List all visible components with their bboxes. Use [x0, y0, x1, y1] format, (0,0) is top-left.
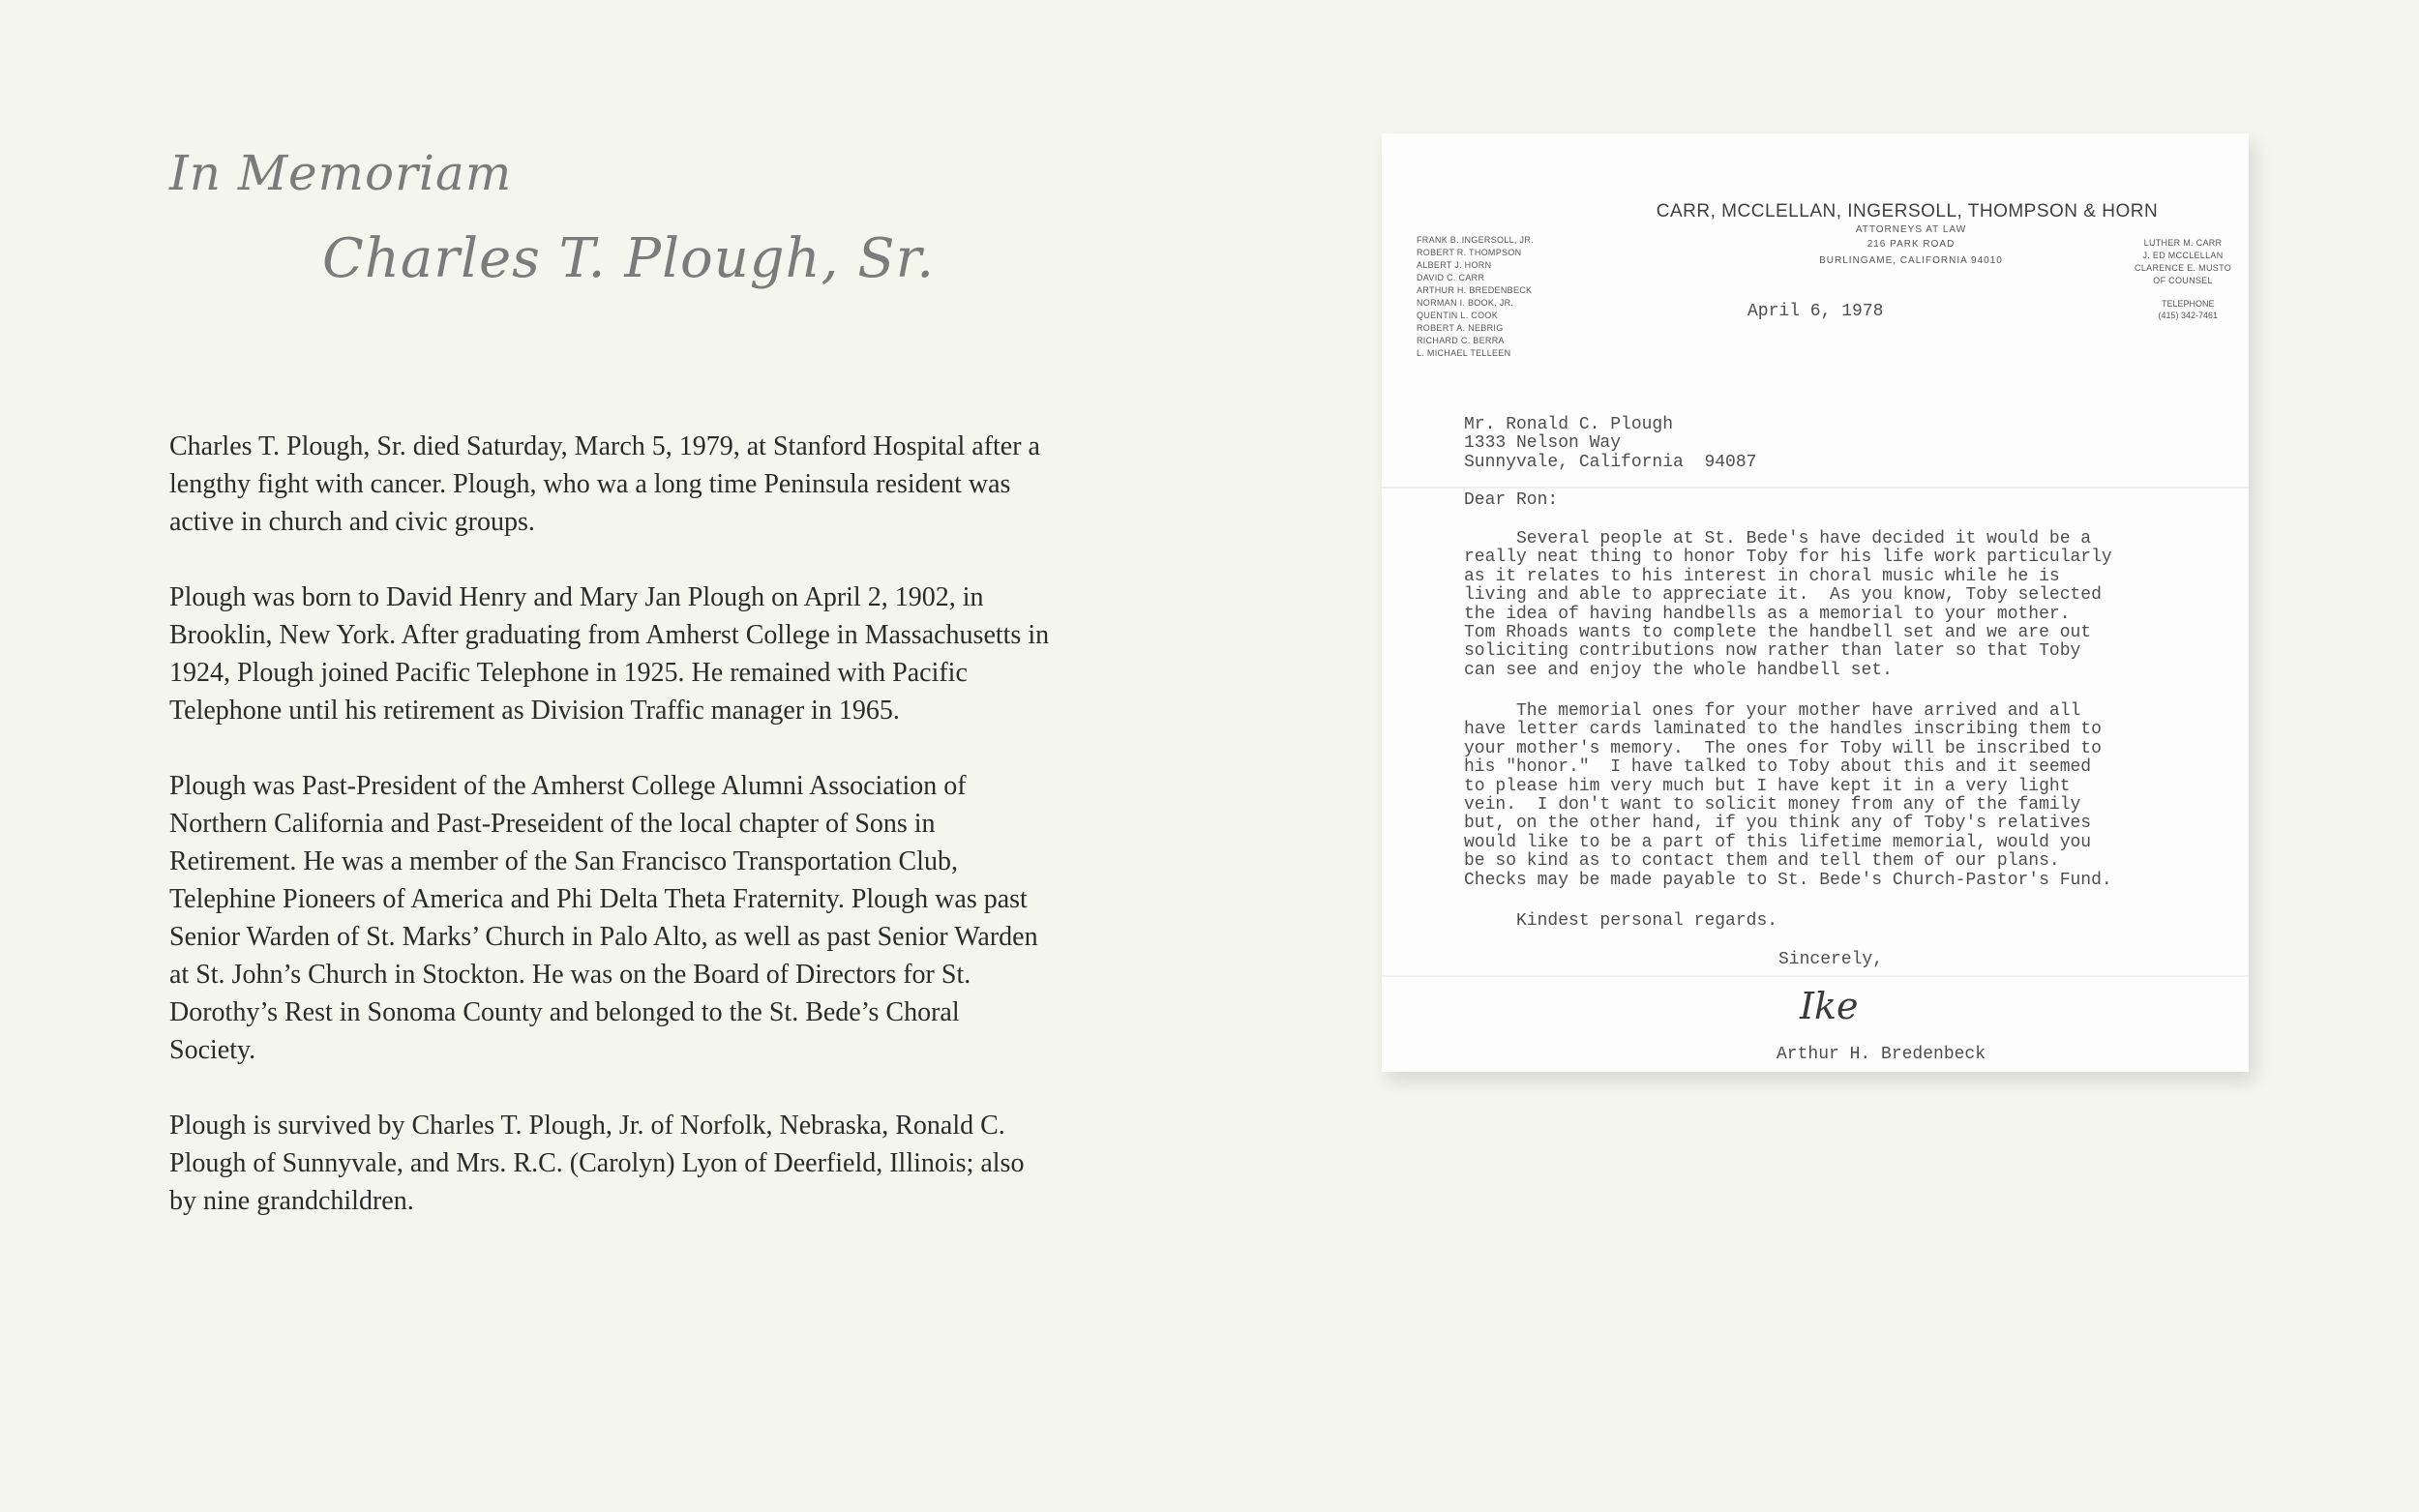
- letter-paragraph-2: The memorial ones for your mother have arrived and all have letter cards laminated to the handles inscribing them to your mother's memory. The ones for Toby will be inscribed to his "honor." I have talked to Toby about this and it seemed to please him very much but I have kept it in a very light vein. I don't want to solicit money from any of the family but, on the other hand, if you think any of Toby's relatives would like to be a part of this lifetime memorial, would you be so kind as to contact them and tell them of our plans. Checks may be made payable to St. Bede's Church-Pastor's Fund.: [1464, 701, 2112, 890]
- letterhead-partners-right: LUTHER M. CARR J. ED MCCLELLAN CLARENCE E. MUSTO OF COUNSEL: [2135, 238, 2231, 285]
- letter-closing: Kindest personal regards.: [1464, 911, 1778, 931]
- obituary-paragraph: Plough is survived by Charles T. Plough, Jr. of Norfolk, Nebraska, Ronald C. Plough of Sunnyvale, and Mrs. R.C. (Carolyn) Lyon of Deerfield, Illinois; also by nine grandchildren.: [169, 1111, 1025, 1216]
- letter-salutation: Dear Ron:: [1464, 490, 1559, 510]
- letterhead-street: 216 PARK ROAD: [1867, 239, 1956, 250]
- letterhead-partners-left: FRANK B. INGERSOLL, JR. ROBERT R. THOMPSON ALBERT J. HORN DAVID C. CARR ARTHUR H. BREDENBECK NORMAN I. BOOK, JR. QUENTIN L. COOK ROBERT A. NEBRIG RICHARD C. BERRA L. MICHAEL TELLEEN: [1417, 235, 1534, 358]
- paper-fold: [1382, 975, 2249, 977]
- obituary-paragraph: Charles T. Plough, Sr. died Saturday, March 5, 1979, at Stanford Hospital after a lengthy fight with cancer. Plough, who wa a long time Peninsula resident was active in church and civic groups.: [169, 431, 1040, 537]
- handwritten-signature: Ike: [1800, 985, 1859, 1027]
- obituary-text: [169, 428, 1050, 1258]
- letter-paragraph-1: Several people at St. Bede's have decided it would be a really neat thing to honor Toby for his life work particularly as it relates to his interest in choral music while he is living and able to appreciate it. As you know, Toby selected the idea of having handbells as a memorial to your mother. Tom Rhoads wants to complete the handbell set and we are out soliciting contributions now rather than later so that Toby can see and enjoy the whole handbell set.: [1464, 529, 2112, 680]
- letter-image: [1382, 133, 2249, 1072]
- letter-address: Mr. Ronald C. Plough 1333 Nelson Way Sunnyvale, California 94087: [1464, 415, 1757, 472]
- memoriam-title: In Memoriam: [169, 145, 513, 201]
- paper-fold: [1382, 487, 2249, 489]
- obituary-paragraph: Plough was born to David Henry and Mary Jan Plough on April 2, 1902, in Brooklin, New York. After graduating from Amherst College in Massachusetts in 1924, Plough joined Pacific Telephone in 1925. He remained with Pacific Telephone until his retirement as Division Traffic manager in 1965.: [169, 582, 1050, 726]
- letterhead-city: BURLINGAME, CALIFORNIA 94010: [1819, 255, 2003, 266]
- letter-signer: Arthur H. Bredenbeck: [1777, 1045, 1986, 1064]
- letterhead-firm-name: CARR, MCCLELLAN, INGERSOLL, THOMPSON & HORN: [1656, 201, 2159, 222]
- letterhead-telephone: TELEPHONE (415) 342-7461: [2158, 299, 2218, 320]
- memoriam-name: Charles T. Plough, Sr.: [322, 227, 936, 290]
- letter-date: April 6, 1978: [1747, 302, 1884, 321]
- obituary-paragraph: Plough was Past-President of the Amherst College Alumni Association of Northern California and Past-Preseident of the local chapter of Sons in Retirement. He was a member of the San Francisco Transportation Club, Telephine Pioneers of America and Phi Delta Theta Fraternity. Plough was past Senior Warden of St. Marks’ Church in Palo Alto, as well as past Senior Warden at St. John’s Church in Stockton. He was on the Board of Directors for St. Dorothy’s Rest in Sonoma County and belonged to the St. Bede’s Choral Society.: [169, 771, 1038, 1065]
- letterhead-subtitle: ATTORNEYS AT LAW: [1855, 224, 1967, 235]
- letter-sincerely: Sincerely,: [1778, 950, 1884, 969]
